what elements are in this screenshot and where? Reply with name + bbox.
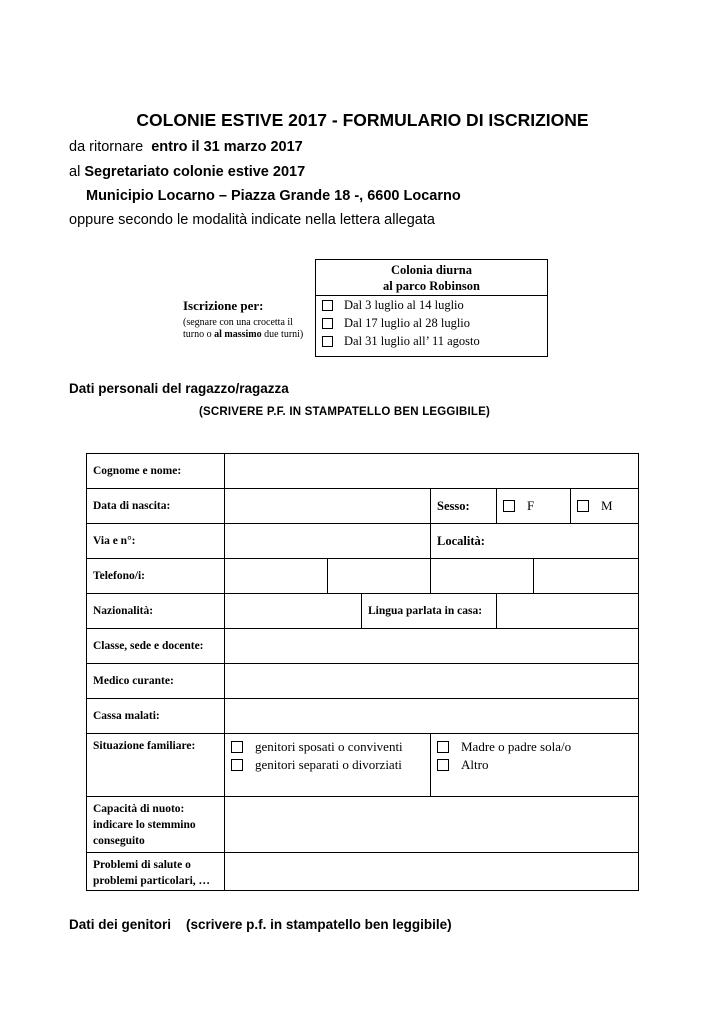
health-field[interactable] [225, 853, 639, 891]
doctor-field[interactable] [225, 664, 639, 699]
checkbox-icon[interactable] [322, 336, 333, 347]
enrollment-note-part1: (segnare con una crocetta il turno o [183, 317, 293, 340]
insurance-field[interactable] [225, 699, 639, 734]
office-prefix: al [69, 164, 81, 180]
row-address [87, 524, 639, 559]
swim-field[interactable] [225, 797, 639, 853]
enrollment-note [183, 317, 308, 341]
turn-box-title-line1: Colonia diurna [391, 263, 472, 277]
name-field[interactable] [225, 454, 639, 489]
parents-section-title: Dati dei genitori [69, 917, 172, 932]
row-name [87, 454, 639, 489]
street-label: Via e n°: [87, 524, 225, 559]
family-option-2[interactable] [231, 756, 430, 774]
name-label: Cognome e nome: [87, 454, 225, 489]
turn-label: Dal 31 luglio all’ 11 agosto [344, 333, 480, 348]
checkbox-icon[interactable] [577, 500, 589, 512]
health-label-line2: problemi particolari, … [93, 875, 211, 887]
return-line [69, 139, 303, 155]
office-line [69, 164, 305, 180]
swim-label [87, 797, 225, 853]
turn-label: Dal 3 luglio al 14 luglio [344, 297, 464, 312]
checkbox-icon[interactable] [231, 741, 243, 753]
checkbox-icon[interactable] [231, 759, 243, 771]
row-class [87, 629, 639, 664]
nationality-field[interactable] [225, 594, 362, 629]
family-option-3[interactable] [437, 738, 638, 756]
family-option-label: Altro [461, 757, 489, 772]
locality-label: Località: [437, 533, 485, 548]
personal-section-title: Dati personali del ragazzo/ragazza [69, 381, 289, 396]
locality-field[interactable] [431, 524, 639, 559]
return-deadline: entro il 31 marzo 2017 [151, 139, 303, 155]
alternative-line: oppure secondo le modalità indicate nella lettera allegata [69, 212, 435, 228]
personal-data-table [86, 453, 639, 891]
family-option-label: genitori sposati o conviventi [255, 739, 403, 754]
return-prefix: da ritornare [69, 139, 144, 155]
class-field[interactable] [225, 629, 639, 664]
row-phone [87, 559, 639, 594]
row-nationality [87, 594, 639, 629]
class-label: Classe, sede e docente: [87, 629, 225, 664]
row-swim [87, 797, 639, 853]
row-health [87, 853, 639, 891]
sex-f-label: F [527, 498, 535, 513]
turn-selection-box [315, 259, 548, 357]
turn-box-title-line2: al parco Robinson [382, 279, 480, 293]
birth-label: Data di nascita: [87, 489, 225, 524]
phone-field-3[interactable] [431, 559, 534, 594]
turn-label: Dal 17 luglio al 28 luglio [344, 315, 471, 330]
address-line [86, 188, 461, 204]
health-label [87, 853, 225, 891]
parents-section [69, 917, 452, 932]
checkbox-icon[interactable] [437, 741, 449, 753]
family-label: Situazione familiare: [87, 734, 225, 797]
phone-label: Telefono/i: [87, 559, 225, 594]
enrollment-label: Iscrizione per: [183, 298, 264, 313]
row-insurance [87, 699, 639, 734]
birth-field[interactable] [225, 489, 431, 524]
language-label: Lingua parlata in casa: [362, 594, 497, 629]
language-field[interactable] [497, 594, 639, 629]
sex-m-label: M [601, 498, 613, 513]
health-label-line1: Problemi di salute o [93, 859, 191, 871]
sex-label: Sesso: [431, 489, 497, 524]
swim-label-line3: conseguito [93, 835, 145, 847]
turn-option-2[interactable] [316, 314, 547, 332]
family-options-left [225, 734, 431, 797]
street-field[interactable] [225, 524, 431, 559]
checkbox-icon[interactable] [322, 300, 333, 311]
enrollment-note-bold: al massimo [214, 329, 262, 340]
turn-option-3[interactable] [316, 332, 547, 350]
row-family [87, 734, 639, 797]
checkbox-icon[interactable] [503, 500, 515, 512]
family-options-right [431, 734, 639, 797]
checkbox-icon[interactable] [437, 759, 449, 771]
family-option-4[interactable] [437, 756, 638, 774]
checkbox-icon[interactable] [322, 318, 333, 329]
phone-field-4[interactable] [534, 559, 639, 594]
insurance-label: Cassa malati: [87, 699, 225, 734]
row-doctor [87, 664, 639, 699]
enrollment-note-part2: due turni) [264, 329, 304, 340]
swim-label-line2: indicare lo stemmino [93, 819, 196, 831]
row-birth [87, 489, 639, 524]
phone-field-2[interactable] [328, 559, 431, 594]
form-title: COLONIE ESTIVE 2017 - FORMULARIO DI ISCRIZIONE [136, 110, 589, 130]
family-option-label: Madre o padre sola/o [461, 739, 572, 754]
nationality-label: Nazionalità: [87, 594, 225, 629]
parents-instruction: (scrivere p.f. in stampatello ben leggibile) [186, 917, 452, 932]
family-option-1[interactable] [231, 738, 430, 756]
sex-f-option[interactable] [497, 489, 571, 524]
swim-label-line1: Capacità di nuoto: [93, 803, 185, 815]
office-name: Segretariato colonie estive 2017 [84, 164, 306, 180]
turn-option-1[interactable] [316, 296, 547, 314]
turn-box-header [316, 260, 547, 296]
sex-m-option[interactable] [571, 489, 639, 524]
address: Municipio Locarno – Piazza Grande 18 -, 6600 Locarno [86, 188, 461, 204]
phone-field-1[interactable] [225, 559, 328, 594]
doctor-label: Medico curante: [87, 664, 225, 699]
family-option-label: genitori separati o divorziati [255, 757, 402, 772]
personal-instruction: (SCRIVERE P.F. IN STAMPATELLO BEN LEGGIBILE) [199, 406, 490, 418]
